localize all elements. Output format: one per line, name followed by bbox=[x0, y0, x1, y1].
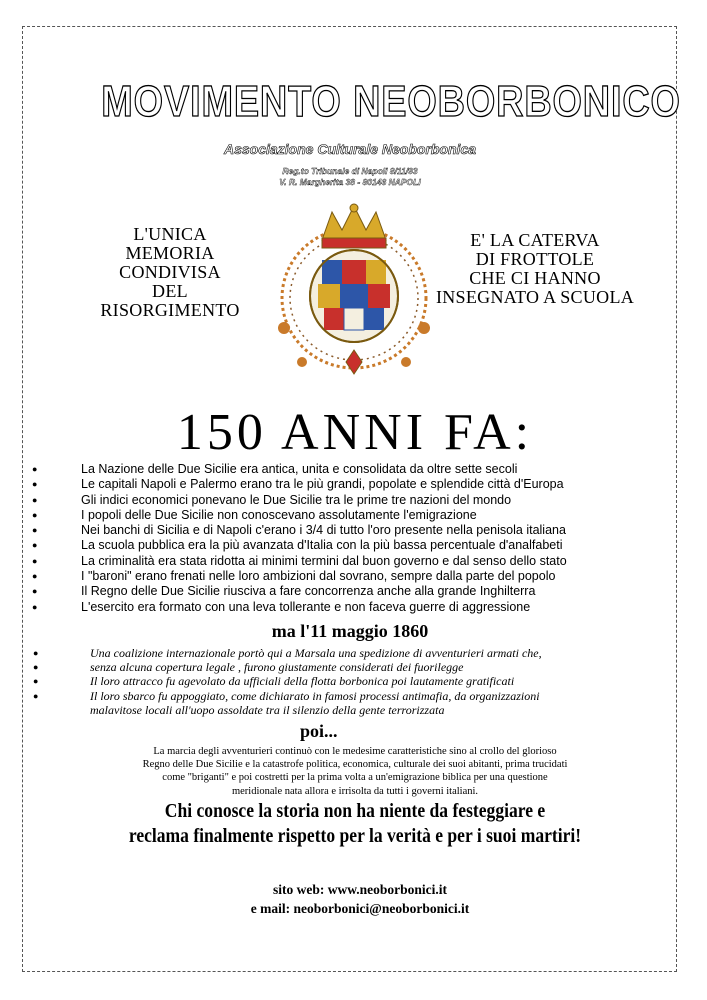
list-item bbox=[30, 646, 680, 660]
list-item bbox=[30, 660, 680, 674]
list-item bbox=[30, 689, 680, 703]
coalition-text: malavitose locali all'uopo assoldate tra il silenzio della gente terrorizzata bbox=[90, 702, 445, 717]
right-slogan-line: E' LA CATERVA bbox=[470, 230, 600, 250]
closing-line: reclama finalmente rispetto per la verità e per i suoi martiri! bbox=[128, 826, 582, 847]
left-slogan-line: L'UNICA bbox=[133, 224, 207, 244]
list-item bbox=[30, 493, 670, 508]
right-slogan bbox=[430, 231, 640, 307]
left-slogan-line: CONDIVISA bbox=[119, 262, 221, 282]
list-item bbox=[30, 523, 670, 538]
list-item bbox=[30, 703, 680, 717]
closing-line: Chi conosce la storia non ha niente da festeggiare e bbox=[164, 801, 546, 822]
fact-text: La criminalità era stata ridotta ai minimi termini dal buon governo e dal senso dello stato bbox=[81, 553, 567, 568]
email-text: e mail: neoborbonici@neoborbonici.it bbox=[250, 901, 470, 916]
bullet-icon: ● bbox=[32, 601, 38, 612]
list-item bbox=[30, 600, 670, 615]
registration-info bbox=[200, 166, 500, 188]
bullet-icon: ● bbox=[32, 555, 38, 566]
bullet-icon: ● bbox=[32, 479, 38, 490]
bullet-icon: ● bbox=[32, 571, 38, 582]
fact-text: Gli indici economici ponevano le Due Sicilie tra le prime tre nazioni del mondo bbox=[81, 492, 512, 507]
bullet-icon: ● bbox=[33, 690, 39, 701]
left-slogan-line: MEMORIA bbox=[125, 243, 215, 263]
fact-text: Il Regno delle Due Sicilie riusciva a fare concorrenza anche alla grande Inghilterra bbox=[81, 584, 536, 599]
coalition-list bbox=[30, 646, 680, 717]
march-line: come "briganti" e poi costretti per la prima volta a un'emigrazione biblica per una questione bbox=[162, 772, 548, 784]
coalition-text: Una coalizione internazionale portò qui a Marsala una spedizione di avventurieri armati che, bbox=[90, 646, 542, 660]
royal-coat-of-arms-icon bbox=[262, 200, 447, 385]
fact-text: La scuola pubblica era la più avanzata d'Italia con la più bassa percentuale d'analfabeti bbox=[81, 538, 563, 553]
fact-text: Le capitali Napoli e Palermo erano tra le più grandi, popolate e splendide città d'Europa bbox=[81, 477, 564, 492]
historical-facts-list bbox=[30, 462, 670, 615]
fact-text: I popoli delle Due Sicilie non conoscevano assolutamente l'emigrazione bbox=[81, 507, 477, 522]
bullet-icon: ● bbox=[32, 540, 38, 551]
list-item bbox=[30, 674, 680, 688]
bullet-icon: ● bbox=[33, 662, 39, 673]
bullet-icon: ● bbox=[32, 525, 38, 536]
coalition-text: Il loro sbarco fu appoggiato, come dichiarato in famosi processi antimafia, da organizzazioni bbox=[90, 688, 540, 703]
headline: 150 ANNI FA: bbox=[176, 404, 534, 461]
left-slogan bbox=[80, 225, 260, 320]
bullet-icon: ● bbox=[32, 464, 38, 474]
website-text: sito web: www.neoborbonici.it bbox=[272, 882, 447, 897]
fact-text: La Nazione delle Due Sicilie era antica, unita e consolidata da oltre sette secoli bbox=[81, 462, 518, 476]
bullet-icon: ● bbox=[32, 494, 38, 505]
list-item bbox=[30, 462, 670, 477]
bullet-icon: ● bbox=[33, 648, 39, 658]
right-slogan-line: DI FROTTOLE bbox=[475, 249, 595, 269]
date-heading: ma l'11 maggio 1860 bbox=[271, 621, 429, 641]
right-slogan-line: INSEGNATO A SCUOLA bbox=[435, 287, 635, 307]
bullet-icon: ● bbox=[33, 676, 39, 687]
list-item bbox=[30, 538, 670, 553]
coalition-text: Il loro attracco fu agevolato da ufficiali della flotta borbonica poi lautamente gratificati bbox=[90, 674, 515, 689]
list-item bbox=[30, 477, 670, 492]
left-slogan-line: DEL bbox=[152, 281, 188, 301]
movement-title: MOVIMENTO NEOBORBONICO bbox=[101, 77, 681, 126]
bullet-icon: ● bbox=[32, 586, 38, 597]
march-line: Regno delle Due Sicilie e la catastrofe politica, economica, culturale dei suoi abitanti, prima trucidati bbox=[142, 759, 568, 771]
association-subtitle: Associazione Culturale Neoborbonica bbox=[223, 141, 477, 157]
march-line: La marcia degli avventurieri continuò con le medesime caratteristiche sino al crollo del glorioso bbox=[153, 746, 557, 757]
coalition-text: senza alcuna copertura legale , furono giustamente considerati dei fuorilegge bbox=[90, 660, 464, 675]
march-paragraph bbox=[90, 745, 620, 798]
left-slogan-line: RISORGIMENTO bbox=[100, 300, 240, 320]
registration-line: Reg.to Tribunale di Napoli 8/11/93 bbox=[282, 166, 418, 176]
closing-statement bbox=[72, 799, 639, 849]
contact-info bbox=[200, 880, 520, 918]
address-line: V. R. Margherita 38 - 80146 NAPOLI bbox=[279, 177, 421, 187]
list-item bbox=[30, 508, 670, 523]
fact-text: I "baroni" erano frenati nelle loro ambizioni dal sovrano, sempre dalla parte del popolo bbox=[81, 569, 556, 584]
bullet-icon: ● bbox=[32, 509, 38, 520]
list-item bbox=[30, 569, 670, 584]
march-line: meridionale nata allora e irrisolta da tutti i governi italiani. bbox=[231, 785, 479, 797]
fact-text: L'esercito era formato con una leva tollerante e non faceva guerre di aggressione bbox=[81, 599, 531, 614]
fact-text: Nei banchi di Sicilia e di Napoli c'erano i 3/4 di tutto l'oro presente nella penisola italiana bbox=[81, 523, 566, 538]
list-item bbox=[30, 554, 670, 569]
poi-heading: poi... bbox=[300, 721, 338, 741]
list-item bbox=[30, 584, 670, 599]
right-slogan-line: CHE CI HANNO bbox=[469, 268, 601, 288]
